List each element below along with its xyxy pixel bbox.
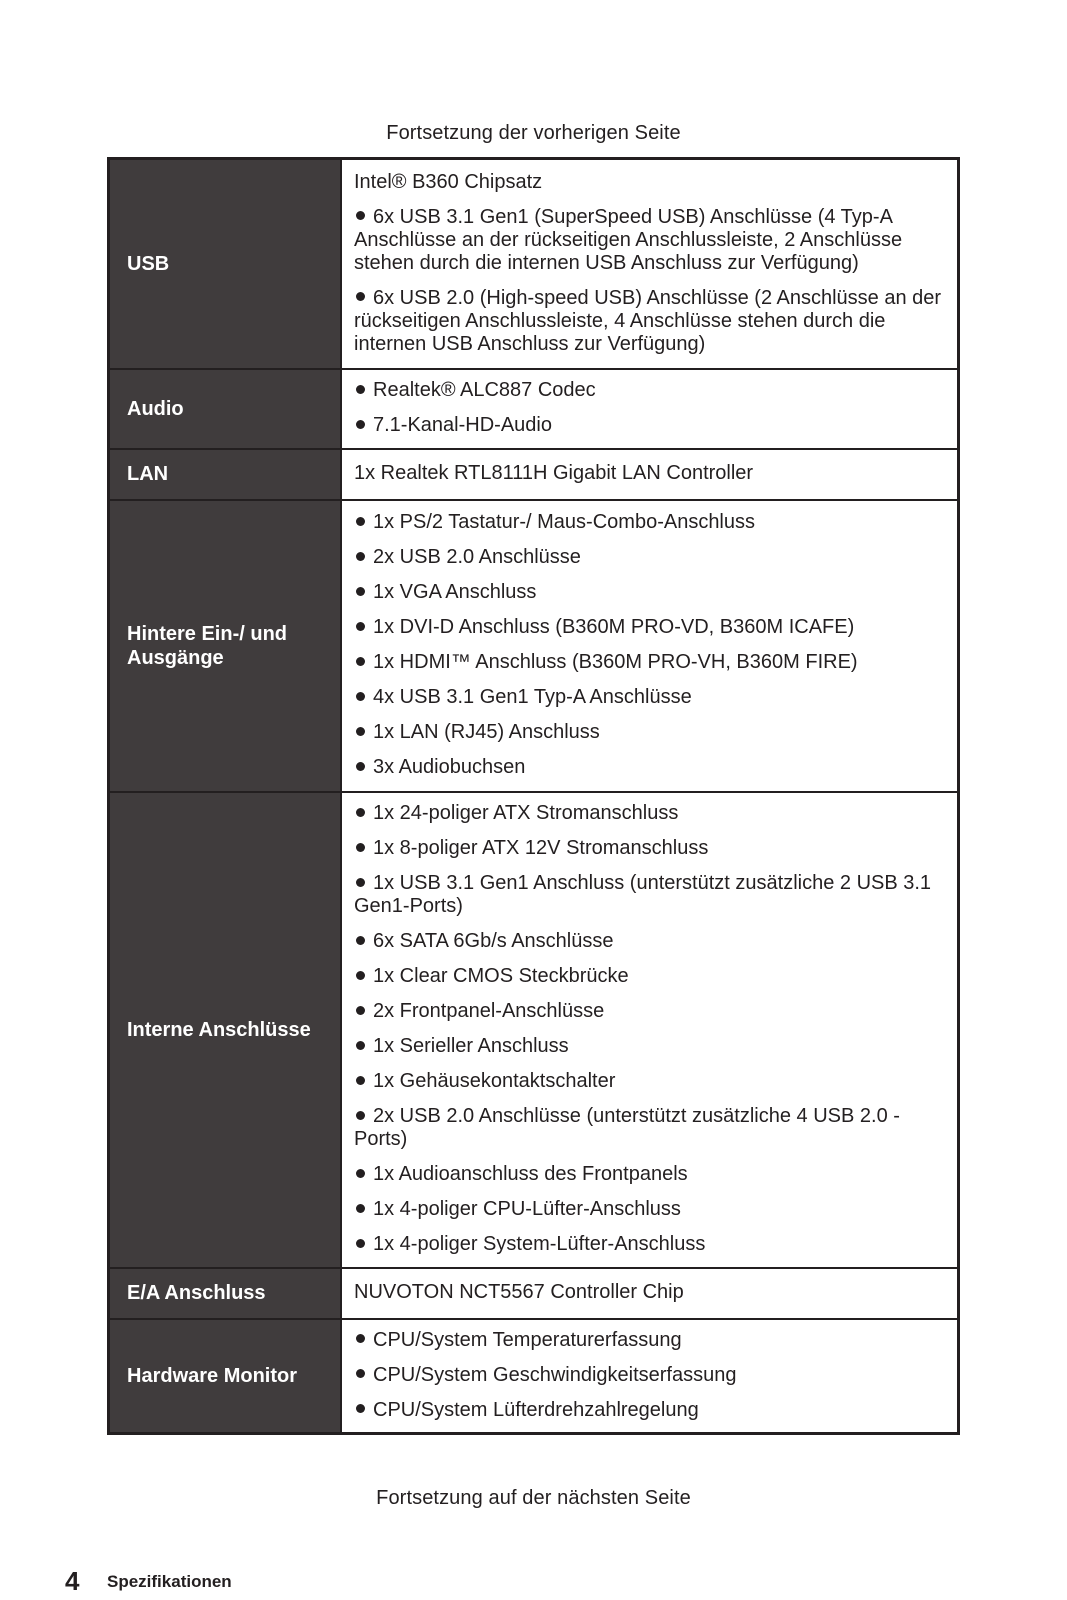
spec-item-text: 4x USB 3.1 Gen1 Typ-A Anschlüsse bbox=[373, 686, 692, 708]
bullet-icon bbox=[356, 878, 365, 887]
spec-item bbox=[354, 1233, 947, 1256]
spec-item bbox=[354, 379, 947, 402]
spec-table bbox=[107, 157, 960, 1435]
spec-item-text: 1x DVI-D Anschluss (B360M PRO-VD, B360M ICAFE) bbox=[373, 616, 855, 638]
spec-values bbox=[341, 1268, 959, 1319]
bullet-icon bbox=[356, 1169, 365, 1178]
spec-item bbox=[354, 546, 947, 569]
spec-row bbox=[109, 1268, 959, 1319]
spec-item-text: 1x Audioanschluss des Frontpanels bbox=[373, 1163, 688, 1185]
spec-item bbox=[354, 686, 947, 709]
spec-item bbox=[354, 1329, 947, 1352]
bullet-icon bbox=[356, 657, 365, 666]
bullet-icon bbox=[356, 843, 365, 852]
spec-item bbox=[354, 414, 947, 437]
spec-item bbox=[354, 511, 947, 534]
spec-label: Audio bbox=[109, 369, 342, 449]
bullet-icon bbox=[356, 692, 365, 701]
spec-item-text: 6x USB 3.1 Gen1 (SuperSpeed USB) Anschlüsse (4 Typ-A Anschlüsse an der rückseitigen Anschlussleiste, 2 Anschlüsse stehen durch die internen USB Anschluss zur Verfügung) bbox=[354, 205, 903, 274]
spec-item bbox=[354, 965, 947, 988]
bullet-icon bbox=[356, 211, 365, 220]
bullet-icon bbox=[356, 622, 365, 631]
spec-row bbox=[109, 369, 959, 449]
spec-item bbox=[354, 1198, 947, 1221]
spec-table-body bbox=[109, 159, 959, 1434]
spec-item bbox=[354, 616, 947, 639]
spec-values bbox=[341, 500, 959, 792]
spec-item bbox=[354, 802, 947, 825]
spec-item bbox=[354, 837, 947, 860]
bullet-icon bbox=[356, 292, 365, 301]
page-number: 4 bbox=[65, 1566, 80, 1596]
spec-values bbox=[341, 792, 959, 1268]
spec-item bbox=[354, 287, 947, 356]
bullet-icon bbox=[356, 808, 365, 817]
bullet-icon bbox=[356, 1204, 365, 1213]
bullet-icon bbox=[356, 517, 365, 526]
spec-row bbox=[109, 449, 959, 500]
bullet-icon bbox=[356, 1041, 365, 1050]
spec-label: LAN bbox=[109, 449, 342, 500]
bullet-icon bbox=[356, 1239, 365, 1248]
spec-values bbox=[341, 159, 959, 369]
spec-item-text: Realtek® ALC887 Codec bbox=[373, 379, 596, 401]
spec-row bbox=[109, 1319, 959, 1434]
spec-item-text: 6x SATA 6Gb/s Anschlüsse bbox=[373, 930, 614, 952]
spec-item bbox=[354, 1035, 947, 1058]
spec-item-text: 1x Realtek RTL8111H Gigabit LAN Controller bbox=[354, 462, 754, 484]
spec-item bbox=[354, 581, 947, 604]
spec-item-text: NUVOTON NCT5567 Controller Chip bbox=[354, 1281, 684, 1303]
spec-values bbox=[341, 449, 959, 500]
spec-item-text: 1x VGA Anschluss bbox=[373, 581, 537, 603]
spec-values bbox=[341, 369, 959, 449]
bullet-icon bbox=[356, 762, 365, 771]
spec-row bbox=[109, 159, 959, 369]
spec-label: Hardware Monitor bbox=[109, 1319, 342, 1434]
spec-item bbox=[354, 171, 947, 194]
spec-item-text: 1x Clear CMOS Steckbrücke bbox=[373, 965, 629, 987]
spec-item-text: 2x USB 2.0 Anschlüsse bbox=[373, 546, 581, 568]
spec-label: Interne Anschlüsse bbox=[109, 792, 342, 1268]
spec-item-text: 1x USB 3.1 Gen1 Anschluss (unterstützt zusätzliche 2 USB 3.1 Gen1-Ports) bbox=[354, 872, 932, 917]
bullet-icon bbox=[356, 1111, 365, 1120]
bullet-icon bbox=[356, 1334, 365, 1343]
spec-item-text: CPU/System Geschwindigkeitserfassung bbox=[373, 1363, 737, 1386]
bullet-icon bbox=[356, 727, 365, 736]
spec-item-text: 1x Gehäusekontaktschalter bbox=[373, 1070, 616, 1092]
bullet-icon bbox=[356, 1369, 365, 1378]
bullet-icon bbox=[356, 420, 365, 429]
bullet-icon bbox=[356, 385, 365, 394]
spec-item-text: CPU/System Temperaturerfassung bbox=[373, 1328, 682, 1351]
spec-item-text: 1x 24-poliger ATX Stromanschluss bbox=[373, 802, 679, 824]
spec-item bbox=[354, 1000, 947, 1023]
spec-label: USB bbox=[109, 159, 342, 369]
spec-row bbox=[109, 500, 959, 792]
bullet-icon bbox=[356, 971, 365, 980]
continued-to-note: Fortsetzung auf der nächsten Seite bbox=[376, 1487, 691, 1509]
spec-label: Hintere Ein-/ und Ausgänge bbox=[109, 500, 342, 792]
spec-label: E/A Anschluss bbox=[109, 1268, 342, 1319]
spec-item bbox=[354, 1281, 947, 1304]
bullet-icon bbox=[356, 1076, 365, 1085]
bullet-icon bbox=[356, 587, 365, 596]
spec-item-text: 7.1-Kanal-HD-Audio bbox=[373, 414, 552, 436]
spec-item-text: 6x USB 2.0 (High-speed USB) Anschlüsse (2 Anschlüsse an der rückseitigen Anschlussleiste, 4 Anschlüsse stehen durch die internen USB Anschluss zur Verfügung) bbox=[354, 286, 942, 355]
spec-values bbox=[341, 1319, 959, 1434]
spec-item-text: 1x 4-poliger System-Lüfter-Anschluss bbox=[373, 1233, 706, 1255]
spec-item-text: 1x 8-poliger ATX 12V Stromanschluss bbox=[373, 837, 709, 859]
spec-item bbox=[354, 1399, 947, 1422]
spec-item-text: 1x 4-poliger CPU-Lüfter-Anschluss bbox=[373, 1198, 681, 1220]
spec-item bbox=[354, 756, 947, 779]
spec-item bbox=[354, 651, 947, 674]
bullet-icon bbox=[356, 1404, 365, 1413]
spec-item-text: Intel® B360 Chipsatz bbox=[354, 170, 543, 193]
spec-item bbox=[354, 1070, 947, 1093]
spec-item-text: 1x LAN (RJ45) Anschluss bbox=[373, 721, 600, 743]
continued-from-note: Fortsetzung der vorherigen Seite bbox=[386, 122, 681, 144]
section-title: Spezifikationen bbox=[107, 1572, 232, 1591]
spec-item bbox=[354, 872, 947, 918]
spec-item-text: 1x Serieller Anschluss bbox=[373, 1035, 569, 1057]
spec-row bbox=[109, 792, 959, 1268]
bullet-icon bbox=[356, 936, 365, 945]
spec-item-text: 3x Audiobuchsen bbox=[373, 756, 526, 778]
spec-item bbox=[354, 1163, 947, 1186]
spec-item bbox=[354, 206, 947, 275]
bullet-icon bbox=[356, 552, 365, 561]
spec-item-text: CPU/System Lüfterdrehzahlregelung bbox=[373, 1398, 699, 1421]
spec-item bbox=[354, 721, 947, 744]
spec-item bbox=[354, 1105, 947, 1151]
spec-item-text: 2x USB 2.0 Anschlüsse (unterstützt zusätzliche 4 USB 2.0 -Ports) bbox=[354, 1105, 900, 1150]
spec-item-text: 1x PS/2 Tastatur-/ Maus-Combo-Anschluss bbox=[373, 511, 756, 533]
bullet-icon bbox=[356, 1006, 365, 1015]
spec-item bbox=[354, 1364, 947, 1387]
spec-item-text: 1x HDMI™ Anschluss (B360M PRO-VH, B360M FIRE) bbox=[373, 651, 858, 673]
spec-item-text: 2x Frontpanel-Anschlüsse bbox=[373, 1000, 605, 1022]
spec-item bbox=[354, 930, 947, 953]
spec-item bbox=[354, 462, 947, 485]
